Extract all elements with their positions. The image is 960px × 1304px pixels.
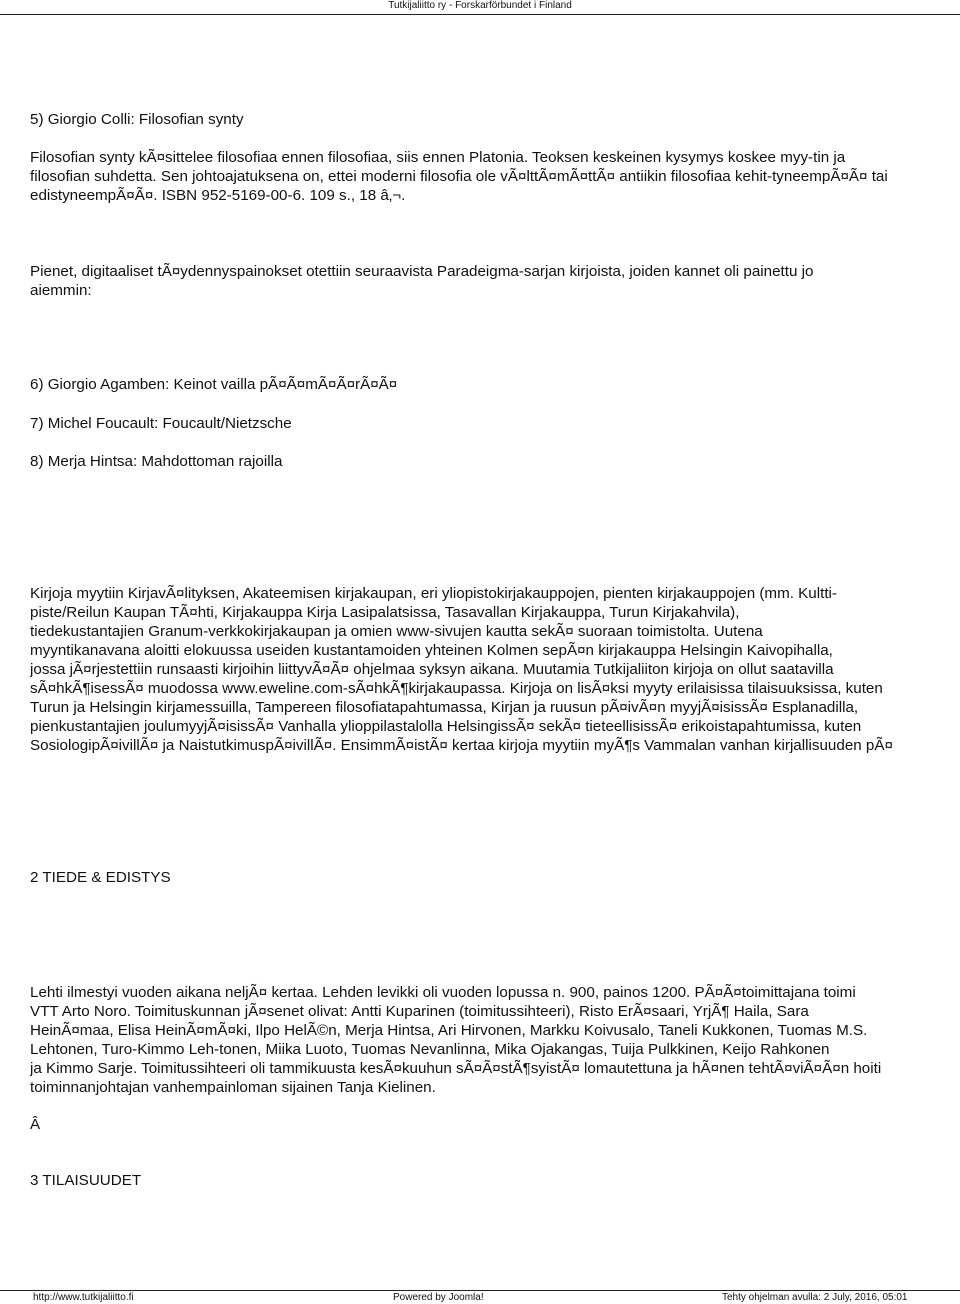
section-2-line: HeinÃ¤maa, Elisa HeinÃ¤mÃ¤ki, Ilpo HelÃ©n, Merja Hintsa, Ari Hirvonen, Markku Koivusalo, Taneli Kukkonen, Tuomas M.S. bbox=[30, 1022, 868, 1039]
stray-character: Â bbox=[30, 1116, 41, 1133]
footer-generated-date: Tehty ohjelman avulla: 2 July, 2016, 05:01 bbox=[722, 1292, 908, 1303]
item5-description-line: edistyneempÃ¤Ã¤. ISBN 952-5169-00-6. 109 s., 18 â‚¬. bbox=[30, 187, 406, 204]
sales-line: jossa jÃ¤rjestettiin runsaasti kirjoihin liittyvÃ¤Ã¤ ohjelmaa syksyn aikana. Muutamia Tutkijaliiton kirjoja on ollut saatavilla bbox=[30, 661, 834, 678]
sales-line: Kirjoja myytiin KirjavÃ¤lityksen, Akateemisen kirjakaupan, eri yliopistokirjakauppojen, pienten kirjakauppojen (mm. Kultti- bbox=[30, 585, 837, 602]
reprint-item-7: 7) Michel Foucault: Foucault/Nietzsche bbox=[30, 415, 292, 432]
section-2-heading: 2 TIEDE & EDISTYS bbox=[30, 869, 171, 886]
item5-description-line: Filosofian synty kÃ¤sittelee filosofiaa ennen filosofiaa, siis ennen Platonia. Teoksen keskeinen kysymys koskee myy-tin ja bbox=[30, 149, 846, 166]
footer-site-url[interactable]: http://www.tutkijaliitto.fi bbox=[33, 1292, 134, 1303]
section-2-paragraph bbox=[30, 983, 960, 1097]
sales-line: myyntikanavana aloitti elokuussa useiden kustantamoiden yhteinen Kolmen sepÃ¤n kirjakauppa Helsingin Kaivopihalla, bbox=[30, 642, 833, 659]
sales-line: sÃ¤hkÃ¶isessÃ¤ muodossa www.eweline.com-sÃ¤hkÃ¶kirjakaupassa. Kirjoja on lisÃ¤ksi myyty erilaisissa tilaisuuksissa, kuten bbox=[30, 680, 883, 697]
reprint-item-6: 6) Giorgio Agamben: Keinot vailla pÃ¤Ã¤mÃ¤Ã¤rÃ¤Ã¤ bbox=[30, 376, 398, 393]
header-title: Tutkijaliitto ry - Forskarförbundet i Finland bbox=[388, 0, 572, 11]
section-2-line: VTT Arto Noro. Toimituskunnan jÃ¤senet olivat: Antti Kuparinen (toimitussihteeri), Risto ErÃ¤saari, YrjÃ¶ Haila, Sara bbox=[30, 1003, 809, 1020]
sales-line: pienkustantajien joulumyyjÃ¤isissÃ¤ Vanhalla ylioppilastalolla HelsingissÃ¤ sekÃ¤ tieteellisissÃ¤ erikoistapahtumissa, kuten bbox=[30, 718, 862, 735]
page-header bbox=[0, 0, 960, 15]
item5-heading: 5) Giorgio Colli: Filosofian synty bbox=[30, 111, 244, 128]
item5-description bbox=[30, 148, 960, 205]
reprints-intro-line: aiemmin: bbox=[30, 282, 92, 299]
sales-paragraph bbox=[30, 584, 960, 755]
section-2-line: toiminnanjohtajan vanhempainloman sijainen Tanja Kielinen. bbox=[30, 1079, 436, 1096]
section-3-heading: 3 TILAISUUDET bbox=[30, 1172, 142, 1189]
section-2-line: Lehti ilmestyi vuoden aikana neljÃ¤ kertaa. Lehden levikki oli vuoden lopussa n. 900, painos 1200. PÃ¤Ã¤toimittajana toimi bbox=[30, 984, 856, 1001]
section-2-line: ja Kimmo Sarje. Toimitussihteeri oli tammikuusta kesÃ¤kuuhun sÃ¤Ã¤stÃ¶syistÃ¤ lomautettuna ja hÃ¤nen tehtÃ¤viÃ¤Ã¤n hoiti bbox=[30, 1060, 882, 1077]
sales-line: SosiologipÃ¤ivillÃ¤ ja NaistutkimuspÃ¤ivillÃ¤. EnsimmÃ¤istÃ¤ kertaa kirjoja myytiin myÃ¶s Vammalan vanhan kirjallisuuden pÃ¤ bbox=[30, 737, 893, 754]
item5-description-line: filosofian suhdetta. Sen johtoajatuksena on, ettei moderni filosofia ole vÃ¤lttÃ¤mÃ¤ttÃ¤ antiikin filosofiaa kehit-tyneempÃ¤Ã¤ tai bbox=[30, 168, 888, 185]
reprints-intro-line: Pienet, digitaaliset tÃ¤ydennyspainokset otettiin seuraavista Paradeigma-sarjan kirjoista, joiden kannet oli painettu jo bbox=[30, 263, 814, 280]
reprint-item-8: 8) Merja Hintsa: Mahdottoman rajoilla bbox=[30, 453, 283, 470]
footer-powered-by[interactable]: Powered by Joomla! bbox=[393, 1292, 484, 1303]
section-2-line: Lehtonen, Turo-Kimmo Leh-tonen, Miika Luoto, Tuomas Nevanlinna, Mika Ojakangas, Tuija Pulkkinen, Keijo Rahkonen bbox=[30, 1041, 830, 1058]
sales-line: Turun ja Helsingin kirjamessuilla, Tampereen filosofiatapahtumassa, Kirjan ja ruusun pÃ¤ivÃ¤n myyjÃ¤isissÃ¤ Esplanadilla, bbox=[30, 699, 859, 716]
page-footer bbox=[0, 1290, 960, 1304]
sales-line: piste/Reilun Kaupan TÃ¤hti, Kirjakauppa Kirja Lasipalatsissa, Tasavallan Kirjakauppa, Turun Kirjakahvila), bbox=[30, 604, 740, 621]
reprints-intro bbox=[30, 262, 960, 300]
sales-line: tiedekustantajien Granum-verkkokirjakaupan ja omien www-sivujen kautta sekÃ¤ suoraan toimistolta. Uutena bbox=[30, 623, 763, 640]
